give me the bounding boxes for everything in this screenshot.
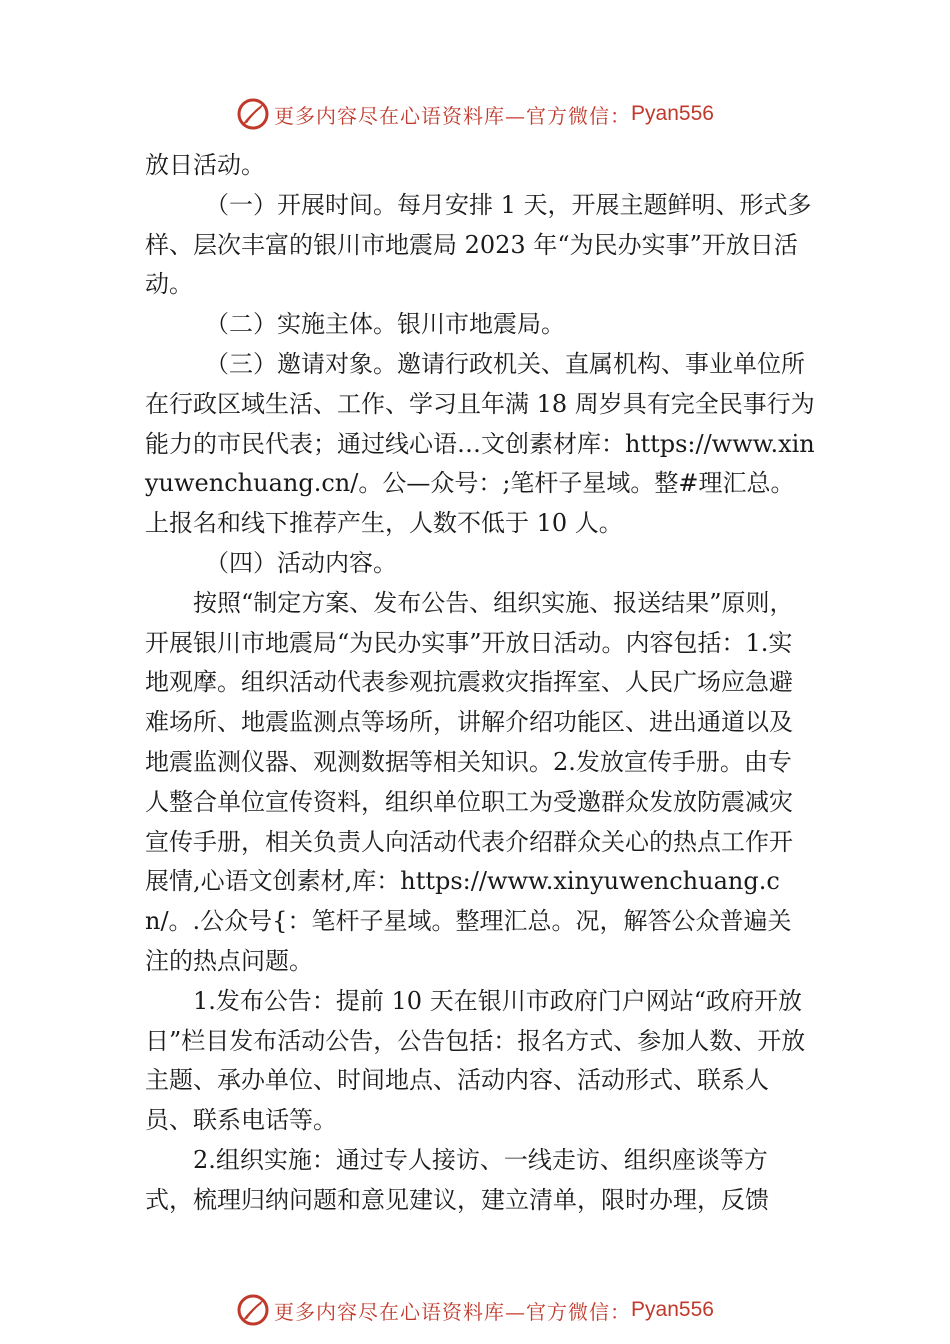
banner-text: 更多内容尽在心语资料库—官方微信： (274, 1299, 632, 1324)
paragraph-time: （一）开展时间。每月安排 1 天，开展主题鲜明、形式多样、层次丰富的银川市地震局 2023 年“为民办实事”开放日活动。 (145, 190, 812, 299)
banner-text: 更多内容尽在心语资料库—官方微信： (274, 103, 632, 128)
paragraph-content-heading: （四）活动内容。 (205, 548, 397, 577)
paragraph-subject: （二）实施主体。银川市地震局。 (205, 310, 565, 339)
paragraph-invitees: （三）邀请对象。邀请行政机关、直属机构、事业单位所在行政区域生活、工作、学习且年满 18 周岁具有完全民事行为能力的市民代表；通过线心语…文创素材库：https://www.xinyuwenchuang.cn/。公—众号：;笔杆子星域。整#理汇总。上报名和线下推荐产生，人数不低于 10 人。 (145, 349, 815, 538)
brush-logo-icon (236, 97, 270, 131)
header-banner (0, 94, 950, 134)
footer-banner (0, 1290, 950, 1330)
banner-wechat-id: Pyan556 (631, 1298, 714, 1321)
paragraph-implementation: 2.组织实施：通过专人接访、一线走访、组织座谈等方式，梳理归纳问题和意见建议，建立清单，限时办理，反馈 (145, 1145, 769, 1214)
document-body (145, 146, 815, 1221)
brush-logo-icon (236, 1293, 270, 1327)
paragraph-continuation: 放日活动。 (145, 151, 265, 179)
paragraph-announcement: 1.发布公告：提前 10 天在银川市政府门户网站“政府开放日”栏目发布活动公告，公告包括：报名方式、参加人数、开放主题、承办单位、时间地点、活动内容、活动形式、联系人员、联系电话等。 (145, 986, 806, 1135)
paragraph-content-body: 按照“制定方案、发布公告、组织实施、报送结果”原则，开展银川市地震局“为民办实事”开放日活动。内容包括：1.实地观摩。组织活动代表参观抗震救灾指挥室、人民广场应急避难场所、地震监测点等场所，讲解介绍功能区、进出通道以及地震监测仪器、观测数据等相关知识。2.发放宣传手册。由专人整合单位宣传资料，组织单位职工为受邀群众发放防震减灾宣传手册，相关负责人向活动代表介绍群众关心的热点工作开展情,心语文创素材,库：https://www.xinyuwenchuang.cn/。.公众号{：笔杆子星域。整理汇总。况，解答公众普遍关注的热点问题。 (145, 588, 794, 975)
banner-wechat-id: Pyan556 (631, 102, 714, 125)
